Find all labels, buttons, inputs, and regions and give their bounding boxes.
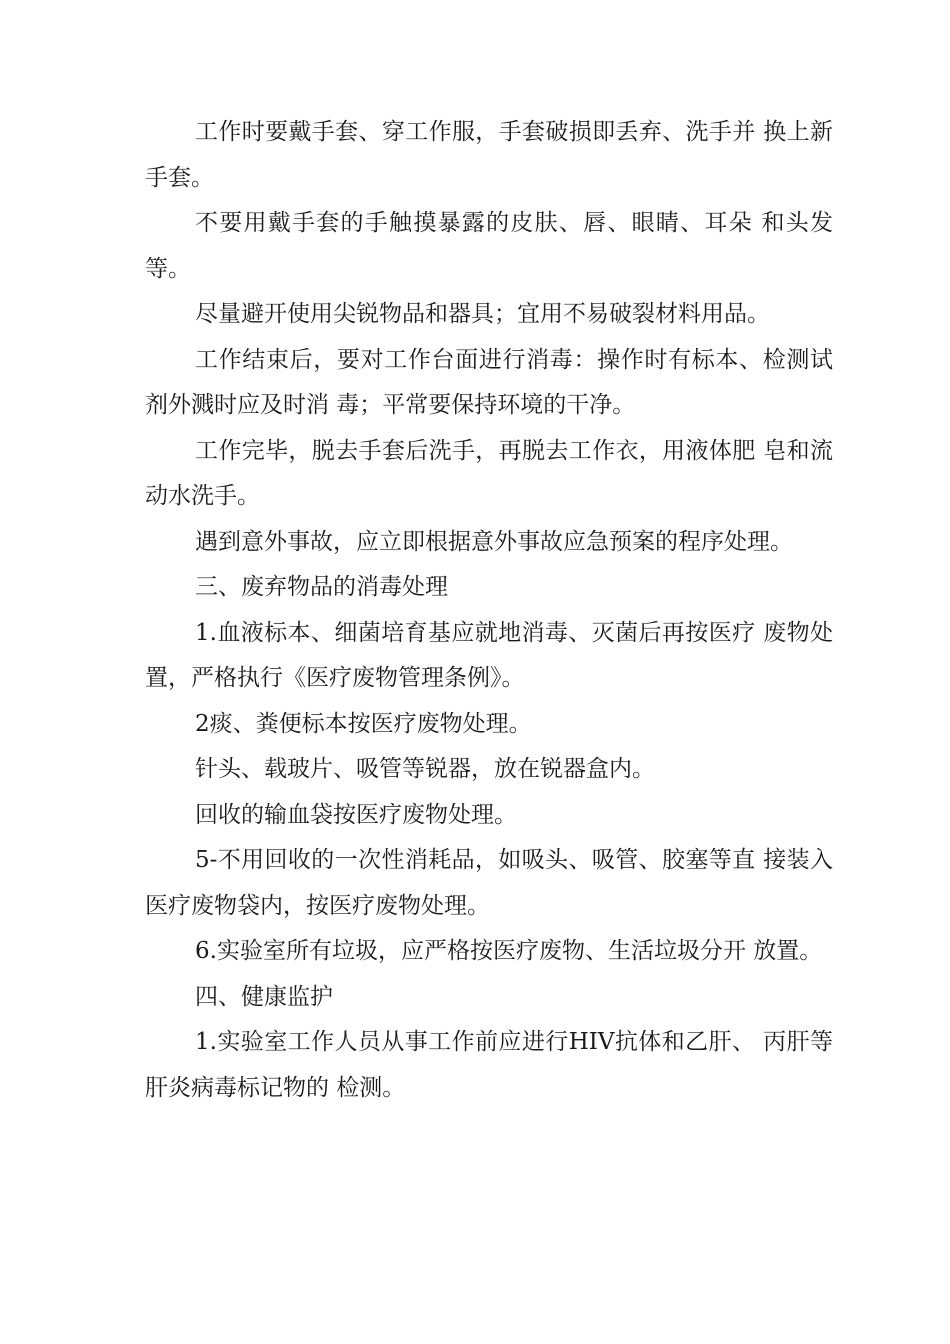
paragraph-waste-5: 5-不用回收的一次性消耗品，如吸头、吸管、胶塞等直 接装入医疗废物袋内，按医疗废物处理。 [145,847,833,919]
document-body [145,110,833,1111]
paragraph-gloves: 工作时要戴手套、穿工作服，手套破损即丢弃、洗手并 换上新手套。 [145,119,833,191]
paragraph-waste-1: 1.血液标本、细菌培育基应就地消毒、灭菌后再按医疗 废物处置，严格执行《医疗废物管理条例》。 [145,619,833,691]
paragraph-health-1: 1.实验室工作人员从事工作前应进行HIV抗体和乙肝、 丙肝等肝炎病毒标记物的 检测。 [145,1029,833,1101]
paragraph-accident: 遇到意外事故，应立即根据意外事故应急预案的程序处理。 [195,528,793,555]
section-heading-health: 四、健康监护 [195,983,333,1010]
paragraph-wash-hands: 工作完毕，脱去手套后洗手，再脱去工作衣，用液体肥 皂和流动水洗手。 [145,437,833,509]
paragraph-waste-2: 2痰、粪便标本按医疗废物处理。 [195,710,532,737]
section-heading-waste: 三、废弃物品的消毒处理 [195,574,448,600]
paragraph-waste-bags: 回收的输血袋按医疗废物处理。 [195,801,517,828]
paragraph-waste-6: 6.实验室所有垃圾，应严格按医疗废物、生活垃圾分开 放置。 [195,938,823,964]
paragraph-waste-sharps: 针头、载玻片、吸管等锐器，放在锐器盒内。 [195,756,655,782]
paragraph-disinfect-bench: 工作结束后，要对工作台面进行消毒：操作时有标本、检测试剂外溅时应及时消 毒；平常要保持环境的干净。 [145,346,833,418]
paragraph-no-touch: 不要用戴手套的手触摸暴露的皮肤、唇、眼睛、耳朵 和头发等。 [145,210,833,282]
paragraph-sharp-items: 尽量避开使用尖锐物品和器具；宜用不易破裂材料用品。 [195,301,770,327]
